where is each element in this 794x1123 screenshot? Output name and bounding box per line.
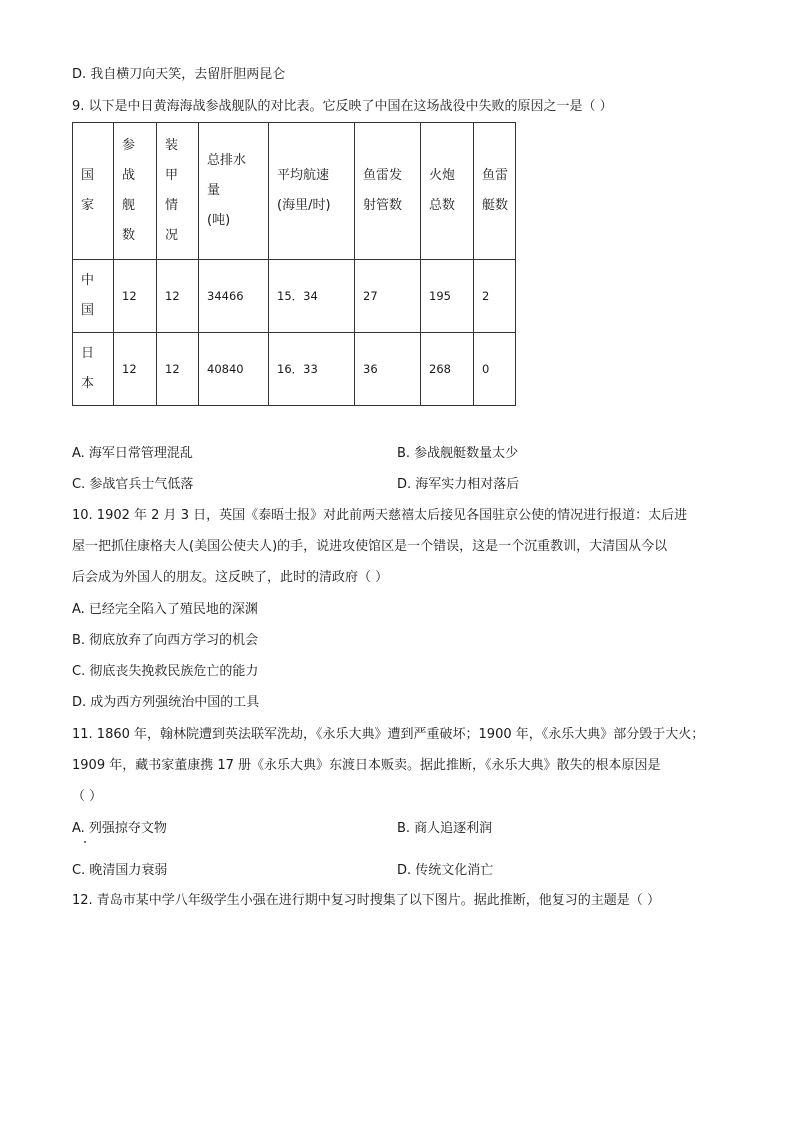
header-displacement: 总排水 量 (吨) (199, 123, 269, 260)
cell-ships: 12 (114, 333, 157, 406)
q10-option-c[interactable]: C. 彻底丧失挽救民族危亡的能力 (72, 664, 259, 679)
cell-armor: 12 (157, 260, 199, 333)
q11-stem-line: （ ） (72, 789, 103, 804)
q10-stem-line: 10. 1902 年 2 月 3 日，英国《泰晤士报》对此前两天慈禧太后接见各国驻京公使的情况进行报道：太后进 (72, 508, 688, 523)
header-armor: 装 甲 情 况 (157, 123, 199, 260)
q11-option-b[interactable]: B. 商人追逐利润 (397, 821, 493, 836)
table-header-row (73, 123, 516, 260)
header-speed: 平均航速 (海里/时) (269, 123, 355, 260)
q8-option-d: D. 我自横刀向天笑，去留肝胆两昆仑 (72, 67, 286, 82)
header-ships: 参 战 舰 数 (114, 123, 157, 260)
q11-option-a[interactable]: A. 列强掠夺文物 (72, 821, 167, 836)
q9-option-a[interactable]: A. 海军日常管理混乱 (72, 446, 193, 461)
cell-ships: 12 (114, 260, 157, 333)
cell-country: 中 国 (73, 260, 114, 333)
q10-stem-line: 屋一把抓住康格夫人(美国公使夫人)的手，说进攻使馆区是一个错误，这是一个沉重教训，大清国从今以 (72, 539, 668, 554)
q10-stem-line: 后会成为外国人的朋友。这反映了，此时的清政府（ ） (72, 570, 389, 585)
cell-torpedo-boats: 2 (474, 260, 516, 333)
cell-displacement: 40840 (199, 333, 269, 406)
cell-displacement: 34466 (199, 260, 269, 333)
header-guns: 火炮 总数 (421, 123, 474, 260)
q9-option-c[interactable]: C. 参战官兵士气低落 (72, 477, 194, 492)
q9-stem: 9. 以下是中日黄海海战参战舰队的对比表。它反映了中国在这场战役中失败的原因之一是（ ） (72, 99, 613, 114)
cell-guns: 268 (421, 333, 474, 406)
cell-torpedo-tubes: 27 (355, 260, 421, 333)
cell-armor: 12 (157, 333, 199, 406)
cell-guns: 195 (421, 260, 474, 333)
cell-torpedo-tubes: 36 (355, 333, 421, 406)
stray-dot (84, 841, 86, 843)
q10-option-a[interactable]: A. 已经完全陷入了殖民地的深渊 (72, 602, 258, 617)
q11-stem-line: 1909 年，藏书家董康携 17 册《永乐大典》东渡日本贩卖。据此推断，《永乐大典》散失的根本原因是 (72, 758, 661, 773)
q12-stem: 12. 青岛市某中学八年级学生小强在进行期中复习时搜集了以下图片。据此推断，他复习的主题是（ ） (72, 893, 660, 908)
table-row-japan (73, 333, 516, 406)
header-country: 国 家 (73, 123, 114, 260)
header-torpedo-boats: 鱼雷 艇数 (474, 123, 516, 260)
q9-option-d[interactable]: D. 海军实力相对落后 (397, 477, 520, 492)
q11-option-c[interactable]: C. 晚清国力衰弱 (72, 863, 168, 878)
q11-stem-line: 11. 1860 年，翰林院遭到英法联军洗劫，《永乐大典》遭到严重破坏；1900 年，《永乐大典》部分毁于大火； (72, 727, 705, 742)
q10-option-b[interactable]: B. 彻底放弃了向西方学习的机会 (72, 633, 259, 648)
cell-torpedo-boats: 0 (474, 333, 516, 406)
q11-option-d[interactable]: D. 传统文化消亡 (397, 863, 494, 878)
q10-option-d[interactable]: D. 成为西方列强统治中国的工具 (72, 695, 260, 710)
fleet-comparison-table (72, 122, 516, 406)
cell-country: 日 本 (73, 333, 114, 406)
cell-speed: 16．33 (269, 333, 355, 406)
table-row-china (73, 260, 516, 333)
header-torpedo-tubes: 鱼雷发 射管数 (355, 123, 421, 260)
q9-option-b[interactable]: B. 参战舰艇数量太少 (397, 446, 519, 461)
cell-speed: 15．34 (269, 260, 355, 333)
